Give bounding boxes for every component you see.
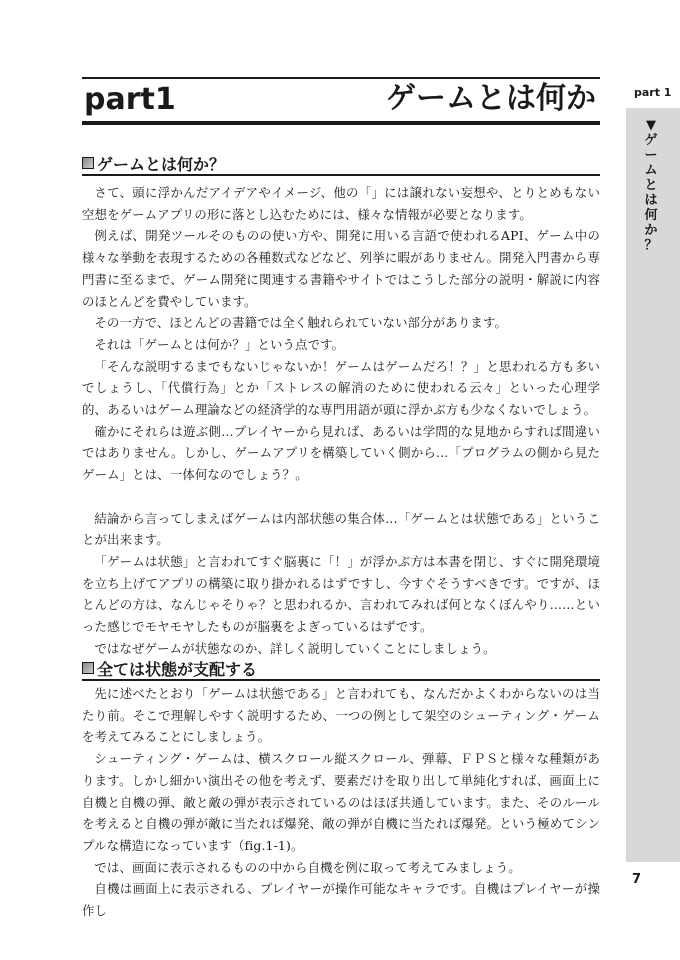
side-tab-char: ー <box>644 148 658 163</box>
side-tab-char: ▼ <box>646 118 656 133</box>
paragraph: その一方で、ほとんどの書籍では全く触れられていない部分があります。 <box>94 315 507 331</box>
paragraph: シューティング・ゲームは、横スクロール縦スクロール、弾幕、ＦＰＳと様々な種類があります。しかし細かい演出その他を考えず、要素だけを取り出して単純化すれば、画面上に自機と自機の弾、敵と敵の弾が表示されているのはほぼ共通しています。また、そのルールを考えると自機の弾が敵に当たれば爆発、敵の弾が自機に当たれば爆発。という極めてシンプルな構造になっています（fig.1-1)。 <box>82 751 600 853</box>
chapter-title: ゲームとは何か <box>386 81 596 116</box>
paragraph: 結論から言ってしまえばゲームは内部状態の集合体…「ゲームとは状態である」ということが出来ます。 <box>82 510 600 548</box>
side-tab-char: ？ <box>644 238 658 253</box>
side-tab-char: ム <box>644 163 658 178</box>
section-body <box>82 683 600 922</box>
paragraph: 「ゲームは状態」と言われてすぐ脳裏に「！」が浮かぶ方は本書を閉じ、すぐに開発環境を立ち上げてアプリの構築に取り掛かれるはずですし、今すぐそうすべきです。ですが、ほとんどの方は、なんじゃそりゃ？と思われるか、言われてみれば何となくぼんやり……といった感じでモヤモヤしたものが脳裏をよぎっているはずです。 <box>82 553 600 635</box>
paragraph: 先に述べたとおり「ゲームは状態である」と言われても、なんだかよくわからないのは当たり前。そこで理解しやすく説明するため、一つの例として架空のシューティング・ゲームを考えてみることにしましょう。 <box>82 686 600 745</box>
side-tab-char: は <box>644 193 658 208</box>
section-heading-text: ゲームとは何か？ <box>97 154 226 174</box>
paragraph: さて、頭に浮かんだアイデアやイメージ、他の「」には譲れない妄想や、とりとめもない空想をゲームアプリの形に落とし込むためには、様々な情報が必要となります。 <box>82 185 600 222</box>
section-heading-text: 全ては状態が支配する <box>97 659 258 679</box>
part-label: part1 <box>84 82 176 117</box>
side-part-label: part 1 <box>634 86 672 99</box>
side-tab-char: 何 <box>644 208 658 223</box>
paragraph: 「そんな説明するまでもないじゃないか！ゲームはゲームだろ！？」と思われる方も多いでしょうし、「代償行為」とか「ストレスの解消のために使われる云々」といった心理学的、あるいはゲーム理論などの経済学的な専門用語が頭に浮かぶ方も少なくないでしょう。 <box>82 358 600 418</box>
paragraph: それは「ゲームとは何か？」という点です。 <box>94 336 345 352</box>
paragraph: 例えば、開発ツールそのものの使い方や、開発に用いる言語で使われるAPI、ゲーム中の様々な挙動を表現するための各種数式などなど、列挙に暇がありません。開発入門書から専門書に至るまで、ゲーム開発に関連する書籍やサイトではこうした部分の説明・解説に内容のほとんどを費やしています。 <box>82 228 600 309</box>
paragraph: 確かにそれらは遊ぶ側…プレイヤーから見れば、あるいは学問的な見地からすれば間違いではありません。しかし、ゲームアプリを構築していく側から…「プログラムの側から見たゲーム」とは、一体何なのでしょう？。 <box>82 423 600 483</box>
side-tab-char: か <box>644 223 658 238</box>
section-heading <box>82 152 600 176</box>
header-rule-bottom <box>82 121 600 125</box>
section-heading <box>82 657 600 681</box>
side-tab-char: と <box>644 178 658 193</box>
heading-square-icon <box>82 662 94 674</box>
paragraph: 自機は画面上に表示される、プレイヤーが操作可能なキャラです。自機はプレイヤーが操作し <box>82 881 600 919</box>
section-body <box>82 182 600 659</box>
side-tab-char: ゲ <box>644 133 658 148</box>
paragraph: では、画面に表示されるものの中から自機を例に取って考えてみましょう。 <box>94 859 521 875</box>
paragraph-blank <box>82 486 600 508</box>
page-number: 7 <box>632 872 642 887</box>
side-chapter-tab <box>641 118 661 253</box>
heading-square-icon <box>82 157 94 169</box>
header-rule-top <box>82 77 600 79</box>
paragraph: ではなぜゲームが状態なのか、詳しく説明していくことにしましょう。 <box>94 640 496 656</box>
